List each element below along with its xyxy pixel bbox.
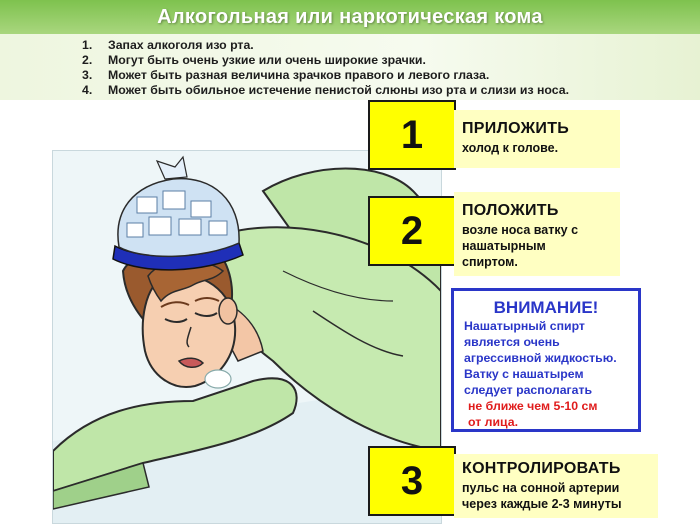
symptom-item <box>82 53 569 68</box>
warning-highlight: от лица. <box>468 415 518 429</box>
symptom-list <box>82 38 569 98</box>
step-2-text-line-3: спиртом. <box>462 255 518 269</box>
warning-box <box>451 288 641 432</box>
step-1-text: холод к голове. <box>462 141 559 155</box>
step-2-text-line-1: возле носа ватку с <box>462 223 579 237</box>
step-3-heading: КОНТРОЛИРОВАТЬ <box>462 460 621 477</box>
page-title: Алкогольная или наркотическая кома <box>157 6 543 28</box>
step-2-number: 2 <box>368 196 456 266</box>
symptom-text: Может быть разная величина зрачков правого и левого глаза. <box>108 68 490 82</box>
symptom-number: 2. <box>82 53 93 67</box>
step-2-heading: ПОЛОЖИТЬ <box>462 202 559 219</box>
step-3-text-line-1: пульс на сонной артерии <box>462 481 620 495</box>
step-1-info <box>454 110 620 168</box>
symptom-text: Запах алкоголя изо рта. <box>108 38 254 52</box>
warning-line: агрессивной жидкостью. <box>464 351 617 365</box>
warning-title: ВНИМАНИЕ! <box>493 298 599 317</box>
warning-line: Нашатырный спирт <box>464 319 585 333</box>
step-2-text-line-2: нашатырным <box>462 239 546 253</box>
symptom-number: 4. <box>82 83 93 97</box>
warning-line: Ватку с нашатырем <box>464 367 584 381</box>
symptom-number: 1. <box>82 38 93 52</box>
warning-line: следует располагать <box>464 383 593 397</box>
step-1-heading: ПРИЛОЖИТЬ <box>462 120 570 137</box>
warning-line: является очень <box>464 335 560 349</box>
step-3-info <box>454 454 658 518</box>
step-3-number: 3 <box>368 446 456 516</box>
symptom-item <box>82 83 569 98</box>
symptom-text: Может быть обильное истечение пенистой слюны изо рта и слизи из носа. <box>108 83 570 97</box>
step-3-text-line-2: через каждые 2-3 минуты <box>462 497 622 511</box>
step-2-info <box>454 192 620 276</box>
symptom-item <box>82 38 569 53</box>
symptom-text: Могут быть очень узкие или очень широкие зрачки. <box>108 53 426 67</box>
warning-highlight: не ближе чем 5-10 см <box>468 399 598 413</box>
symptom-number: 3. <box>82 68 93 82</box>
symptom-item <box>82 68 569 83</box>
step-1-number: 1 <box>368 100 456 170</box>
